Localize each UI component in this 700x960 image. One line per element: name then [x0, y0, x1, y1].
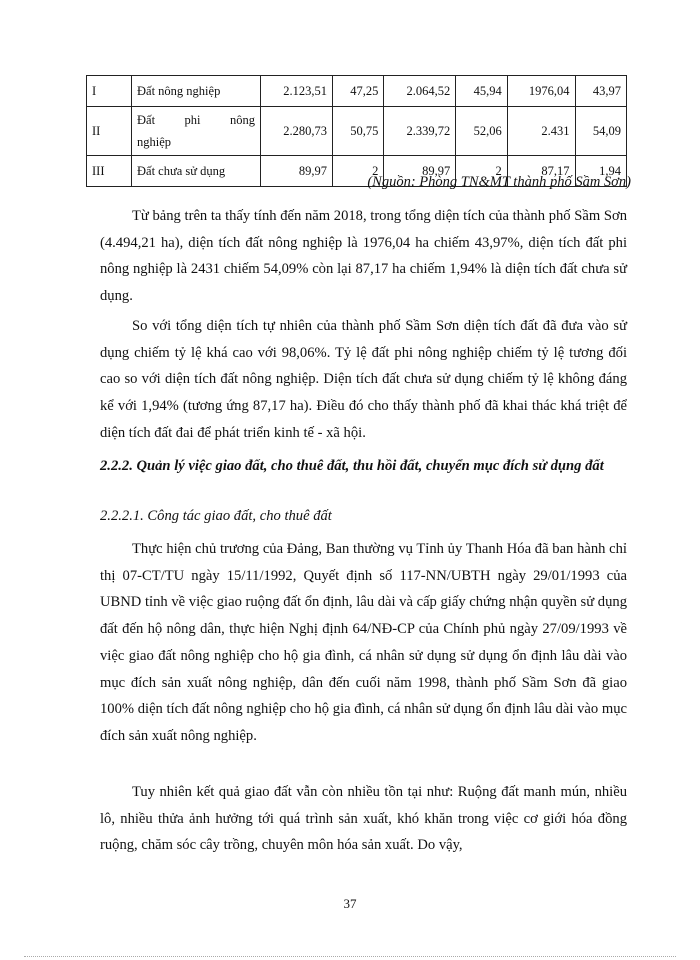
paragraph-text: So với tổng diện tích tự nhiên của thành phố Sầm Sơn diện tích đất đã đưa vào sử dụng chiếm tỷ lệ khá cao với 98,06%. Tỷ lệ đất phi nông nghiệp chiếm tỷ lệ tương đối cao so với diện tích đất nông nghiệp. Diện tích đất chưa sử dụng chiếm tỷ lệ không đáng kể với 1,94% (tương ứng 87,17 ha). Điều đó cho thấy thành phố đã khai thác khá triệt để diện tích đất đai để phát triển kinh tế - xã hội. — [100, 318, 627, 441]
row-index: I — [87, 76, 132, 107]
area-value: 89,97 — [261, 156, 333, 187]
area-value: 87,17 — [507, 156, 575, 187]
land-type — [132, 107, 261, 156]
area-value: 2.064,52 — [384, 76, 456, 107]
percent-value: 47,25 — [332, 76, 383, 107]
area-value: 1976,04 — [507, 76, 575, 107]
page-number: 37 — [343, 896, 357, 911]
percent-value: 54,09 — [575, 107, 626, 156]
page-bottom-border — [24, 956, 676, 957]
percent-value: 43,97 — [575, 76, 626, 107]
percent-value: 52,06 — [456, 107, 507, 156]
paragraph-4 — [100, 779, 627, 859]
percent-value: 2 — [332, 156, 383, 187]
paragraph-text: Từ bảng trên ta thấy tính đến năm 2018, trong tổng diện tích của thành phố Sầm Sơn (4.494,21 ha), diện tích đất nông nghiệp là 1976,04 ha chiếm 43,97%, diện tích đất phi nông nghiệp là 2431 chiếm 54,09% còn lại 87,17 ha chiếm 1,94% là diện tích đất chưa sử dụng. — [100, 208, 627, 305]
land-type: Đất nông nghiệp — [132, 76, 261, 107]
paragraph-3 — [100, 536, 627, 750]
area-value: 2.431 — [507, 107, 575, 156]
paragraph-text: Tuy nhiên kết quả giao đất vẫn còn nhiều tồn tại như: Ruộng đất manh mún, nhiều lô, nhiều thửa ảnh hưởng tới quá trình sản xuất, khó khăn trong việc cơ giới hóa đồng ruộng, chăm sóc cây trồng, chuyên môn hóa sản xuất. Do vậy, — [100, 784, 627, 854]
row-index: III — [87, 156, 132, 187]
table-row — [87, 107, 627, 156]
area-value: 2.280,73 — [261, 107, 333, 156]
table-row — [87, 76, 627, 107]
percent-value: 45,94 — [456, 76, 507, 107]
paragraph-text: Thực hiện chủ trương của Đảng, Ban thường vụ Tỉnh ủy Thanh Hóa đã ban hành chỉ thị 07-CT/TU ngày 15/11/1992, Quyết định số 117-NN/UBTH ngày 29/01/1993 của UBND tỉnh về việc giao ruộng đất ổn định, lâu dài và cấp giấy chứng nhận quyền sử dụng đất đến hộ nông dân, thực hiện Nghị định 64/NĐ-CP của Chính phủ ngày 27/09/1993 về việc giao đất nông nghiệp cho hộ gia đình, cá nhân sử dụng sử dụng ổn định lâu dài vào mục đích sản xuất nông nghiệp, dân đến cuối năm 1998, thành phố Sầm Sơn đã giao 100% diện tích đất nông nghiệp cho hộ gia đình, cá nhân sử dụng ổn định lâu dài vào mục đích sản xuất nông nghiệp. — [100, 541, 627, 744]
land-type-line2: nghiệp — [137, 135, 172, 149]
paragraph-1 — [100, 203, 627, 310]
percent-value: 1,94 — [575, 156, 626, 187]
percent-value: 2 — [456, 156, 507, 187]
land-type: Đất chưa sử dụng — [132, 156, 261, 187]
subsection-heading-2-2-2-1: 2.2.2.1. Công tác giao đất, cho thuê đất — [100, 508, 332, 524]
paragraph-2 — [100, 313, 627, 447]
land-type-line1: Đất phi nông — [137, 113, 255, 127]
table-source-note: (Nguồn: Phòng TN&MT thành phố Sầm Sơn) — [367, 174, 631, 190]
area-value: 2.123,51 — [261, 76, 333, 107]
section-heading-2-2-2: 2.2.2. Quản lý việc giao đất, cho thuê đất, thu hồi đất, chuyển mục đích sử dụng đất — [100, 458, 604, 474]
percent-value: 50,75 — [332, 107, 383, 156]
area-value: 89,97 — [384, 156, 456, 187]
row-index: II — [87, 107, 132, 156]
area-value: 2.339,72 — [384, 107, 456, 156]
land-use-table — [86, 75, 627, 187]
